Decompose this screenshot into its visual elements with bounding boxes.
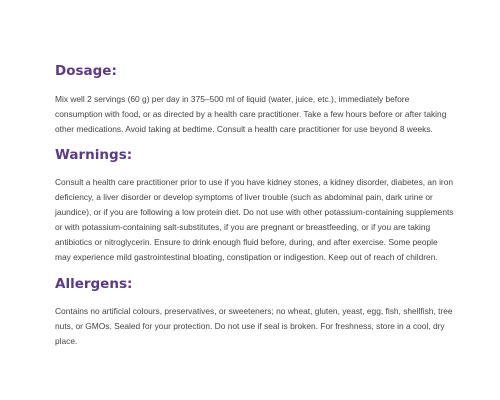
allergens-text: Contains no artificial colours, preservatives, or sweeteners; no wheat, gluten, yeast, egg, fish, shellfish, tree nuts, or GMOs. Sealed for your protection. Do not use if seal is broken. For freshness, store in a cool, dry place.: [55, 306, 453, 346]
dosage-text: Mix well 2 servings (60 g) per day in 375–500 ml of liquid (water, juice, etc.), immediately before consumption with food, or as directed by a health care practitioner. Take a few hours before or after taking other medications. Avoid taking at bedtime. Consult a health care practitioner for use beyond 8 weeks.: [55, 94, 447, 134]
dosage-heading: Dosage:: [55, 63, 117, 79]
warnings-heading: Warnings:: [55, 147, 133, 163]
allergens-heading: Allergens:: [55, 276, 133, 292]
warnings-text: Consult a health care practitioner prior to use if you have kidney stones, a kidney disorder, diabetes, an iron deficiency, a liver disorder or develop symptoms of liver trouble (such as abdominal pain, dark urine or jaundice), or if you are following a low protein diet. Do not use with other potassium-containing supplements or with potassium-containing salt-substitutes, if you are pregnant or breastfeeding, or if you are taking antibiotics or nitroglycerin. Ensure to drink enough fluid before, during, and after exercise. Some people may experience mild gastrointestinal bloating, constipation or indigestion. Keep out of reach of children.: [55, 177, 454, 262]
